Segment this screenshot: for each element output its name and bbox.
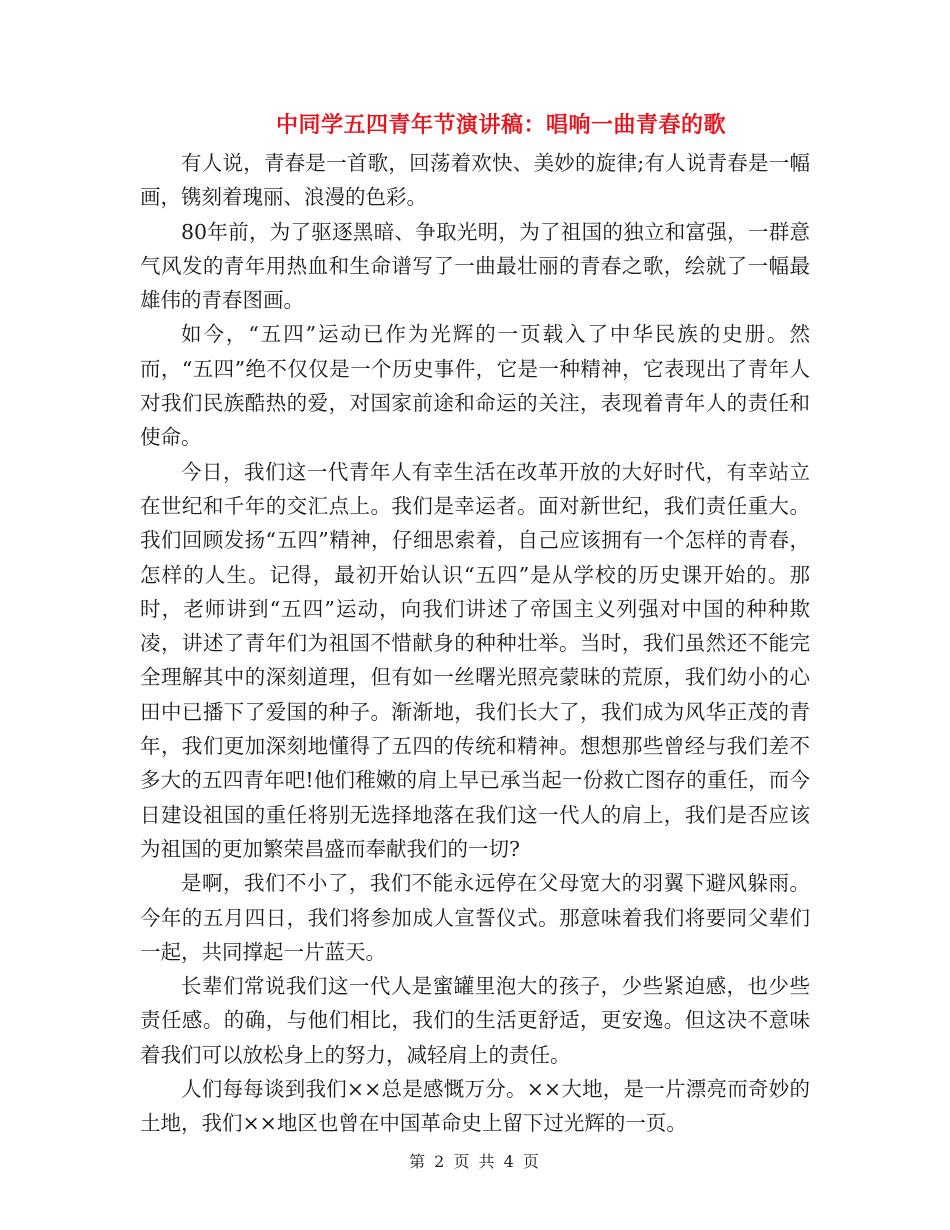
paragraph: 80年前，为了驱逐黑暗、争取光明，为了祖国的独立和富强，一群意气风发的青年用热血和生命谱写了一曲最壮丽的青春之歌，绘就了一幅最雄伟的青春图画。 [140,219,810,313]
paragraph: 今日，我们这一代青年人有幸生活在改革开放的大好时代，有幸站立在世纪和千年的交汇点上。我们是幸运者。面对新世纪，我们责任重大。我们回顾发扬“五四”精神，仔细思索着，自己应该拥有一个怎样的青春，怎样的人生。记得，最初开始认识“五四”是从学校的历史课开始的。那时，老师讲到“五四”运动，向我们讲述了帝国主义列强对中国的种种欺凌，讲述了青年们为祖国不惜献身的种种壮举。当时，我们虽然还不能完全理解其中的深刻道理，但有如一丝曙光照亮蒙昧的荒原，我们幼小的心田中已播下了爱国的种子。渐渐地，我们长大了，我们成为风华正茂的青年，我们更加深刻地懂得了五四的传统和精神。想想那些曾经与我们差不多大的五四青年吧!他们稚嫩的肩上早已承当起一份救亡图存的重任，而今日建设祖国的重任将别无选择地落在我们这一代人的肩上，我们是否应该为祖国的更加繁荣昌盛而奉献我们的一切? [140,459,810,861]
paragraph: 如今，“五四”运动已作为光辉的一页载入了中华民族的史册。然而，“五四”绝不仅仅是一个历史事件，它是一种精神，它表现出了青年人对我们民族酷热的爱，对国家前途和命运的关注，表现着青年人的责任和使命。 [140,322,810,450]
document-body [140,146,810,1141]
paragraph: 人们每每谈到我们××总是感慨万分。××大地，是一片漂亮而奇妙的土地，我们××地区也曾在中国革命史上留下过光辉的一页。 [140,1077,810,1136]
paragraph: 是啊，我们不小了，我们不能永远停在父母宽大的羽翼下避风躲雨。今年的五月四日，我们将参加成人宣誓仪式。那意味着我们将要同父辈们一起，共同撑起一片蓝天。 [140,871,810,964]
page-number-footer: 第 2 页 共 4 页 [409,1152,541,1171]
paragraph: 有人说，青春是一首歌，回荡着欢快、美妙的旋律;有人说青春是一幅画，镌刻着瑰丽、浪漫的色彩。 [140,151,810,210]
document-title: 中同学五四青年节演讲稿：唱响一曲青春的歌 [275,112,726,138]
paragraph: 长辈们常说我们这一代人是蜜罐里泡大的孩子，少些紧迫感，也少些责任感。的确，与他们相比，我们的生活更舒适，更安逸。但这决不意味着我们可以放松身上的努力，减轻肩上的责任。 [140,974,810,1067]
